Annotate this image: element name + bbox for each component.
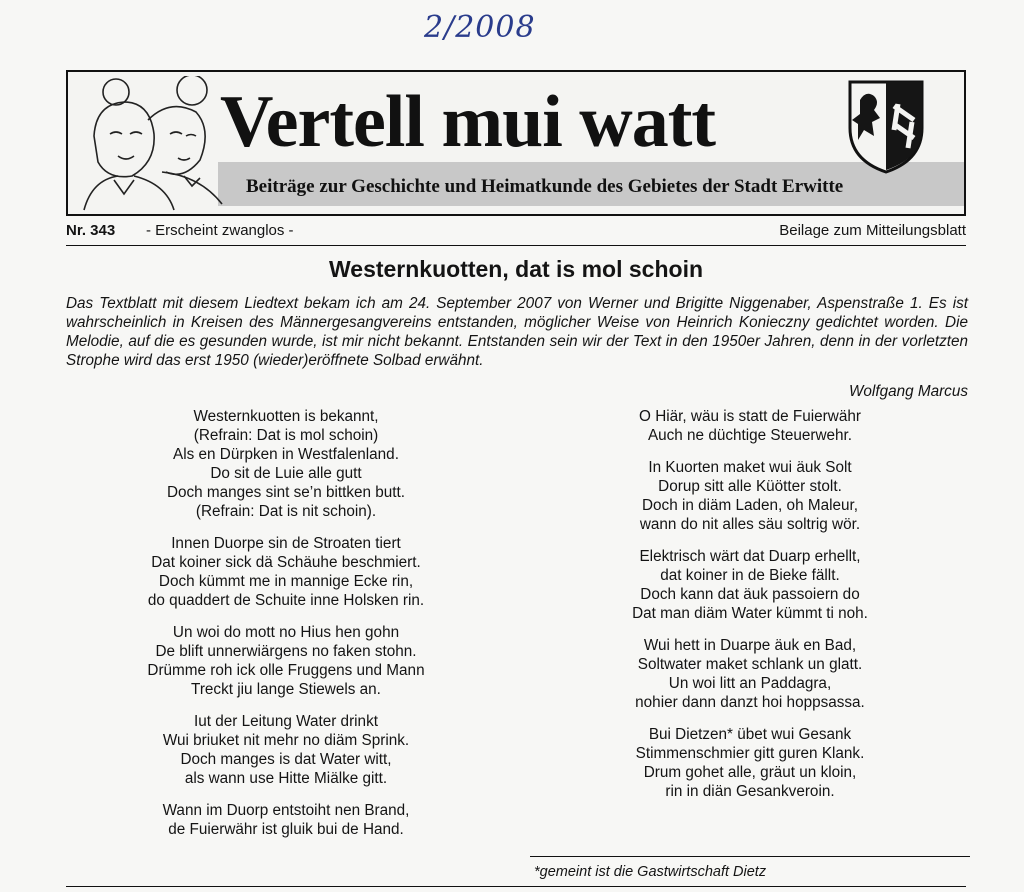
article-author: Wolfgang Marcus bbox=[848, 383, 968, 400]
coat-of-arms-icon bbox=[846, 78, 926, 174]
poem-line: Als en Dürpken in Westfalenland. bbox=[173, 446, 399, 463]
issue-frequency: - Erscheint zwanglos - bbox=[146, 222, 294, 239]
poem-line: Drümme roh ick olle Fruggens und Mann bbox=[147, 662, 425, 679]
poem-line: In Kuorten maket wui äuk Solt bbox=[648, 459, 852, 476]
poem-stanza bbox=[66, 534, 506, 610]
poem-line: De blift unnerwiärgens no faken stohn. bbox=[155, 643, 417, 660]
poem-line: nohier dann danzt hoi hoppsassa. bbox=[635, 694, 865, 711]
poem-line: Elektrisch wärt dat Duarp erhellt, bbox=[639, 548, 861, 565]
poem-line: rin in diän Gesankveroin. bbox=[665, 783, 835, 800]
article-intro: Das Textblatt mit diesem Liedtext bekam ich am 24. September 2007 von Werner und Brigitte Niggenaber, Aspenstraße 1. Es ist wahrscheinlich in Kreisen des Männergesangvereins entstanden, möglicher Weise von Heinrich Konieczny gedichtet worden. Die Melodie, auf die es gesunden wurde, ist mir nicht bekannt. Entstanden sein wir der Text in den 1950er Jahren, denn in der vorletzten Strophe wird das erst 1950 (wieder)eröffnete Solbad erwähnt. bbox=[66, 295, 968, 369]
poem-stanza bbox=[530, 407, 970, 445]
issue-number: Nr. 343 bbox=[66, 222, 116, 239]
poem-line: Dorup sitt alle Küötter stolt. bbox=[658, 478, 842, 495]
poem-right-column bbox=[530, 407, 970, 814]
masthead bbox=[66, 70, 966, 216]
poem-line: Wui briuket nit mehr no diäm Sprink. bbox=[162, 732, 410, 749]
poem-line: Dat koiner sick dä Schäuhe beschmiert. bbox=[151, 554, 421, 571]
issue-info-row bbox=[66, 222, 966, 242]
poem-line: Innen Duorpe sin de Stroaten tiert bbox=[171, 535, 401, 552]
poem-line: Soltwater maket schlank un glatt. bbox=[637, 656, 863, 673]
poem-line: Drum gohet alle, gräut un kloin, bbox=[643, 764, 857, 781]
poem-stanza bbox=[530, 458, 970, 534]
poem-line: dat koiner in de Bieke fällt. bbox=[660, 567, 840, 584]
poem-line: Doch manges sint se’n bittken butt. bbox=[166, 484, 406, 501]
poem-line: Auch ne düchtige Steuerwehr. bbox=[647, 427, 853, 444]
poem-line: Wann im Duorp entstoiht nen Brand, bbox=[162, 802, 410, 819]
poem-line: de Fuierwähr ist gluik bui de Hand. bbox=[168, 821, 404, 838]
poem-line: (Refrain: Dat is mol schoin) bbox=[193, 427, 379, 444]
poem-line: (Refrain: Dat is nit schoin). bbox=[195, 503, 377, 520]
poem-line: Un woi litt an Paddagra, bbox=[668, 675, 832, 692]
poem-line: do quaddert de Schuite inne Holsken rin. bbox=[147, 592, 425, 609]
publication-title: Vertell mui watt bbox=[220, 81, 716, 163]
poem-line: Stimmenschmier gitt guren Klank. bbox=[635, 745, 865, 762]
issue-supplement: Beilage zum Mitteilungsblatt bbox=[779, 222, 966, 239]
poem-stanza bbox=[66, 407, 506, 521]
footnote: *gemeint ist die Gastwirtschaft Dietz bbox=[534, 864, 767, 880]
poem-stanza bbox=[530, 725, 970, 801]
poem-left-column bbox=[66, 407, 506, 852]
poem-line: als wann use Hitte Miälke gitt. bbox=[184, 770, 388, 787]
poem-line: Iut der Leitung Water drinkt bbox=[194, 713, 378, 730]
poem-stanza bbox=[530, 547, 970, 623]
poem-line: Westernkuotten is bekannt, bbox=[193, 408, 379, 425]
poem-stanza bbox=[66, 801, 506, 839]
bottom-rule bbox=[66, 886, 966, 887]
poem-line: Dat man diäm Water kümmt ti noh. bbox=[632, 605, 868, 622]
footnote-rule bbox=[530, 856, 970, 857]
poem-line: O Hiär, wäu is statt de Fuierwähr bbox=[639, 408, 861, 425]
poem-stanza bbox=[530, 636, 970, 712]
portrait-drawing-icon bbox=[74, 76, 224, 212]
poem-line: Doch manges is dat Water witt, bbox=[180, 751, 392, 768]
article-headline: Westernkuotten, dat is mol schoin bbox=[328, 256, 704, 282]
poem-line: Un woi do mott no Hius hen gohn bbox=[172, 624, 400, 641]
poem-line: wann do nit alles säu soltrig wör. bbox=[639, 516, 861, 533]
poem-line: Do sit de Luie alle gutt bbox=[210, 465, 362, 482]
poem-line: Doch kümmt me in mannige Ecke rin, bbox=[158, 573, 414, 590]
handwritten-archive-note: 2/2008 bbox=[424, 10, 536, 45]
header-rule bbox=[66, 245, 966, 246]
publication-subtitle: Beiträge zur Geschichte und Heimatkunde des Gebietes der Stadt Erwitte bbox=[246, 176, 844, 197]
poem-line: Bui Dietzen* übet wui Gesank bbox=[648, 726, 852, 743]
poem-line: Wui hett in Duarpe äuk en Bad, bbox=[643, 637, 857, 654]
poem-line: Doch kann dat äuk passoiern do bbox=[640, 586, 860, 603]
poem-line: Treckt jiu lange Stiewels an. bbox=[191, 681, 381, 698]
poem-line: Doch in diäm Laden, oh Maleur, bbox=[642, 497, 858, 514]
poem-stanza bbox=[66, 623, 506, 699]
poem-stanza bbox=[66, 712, 506, 788]
